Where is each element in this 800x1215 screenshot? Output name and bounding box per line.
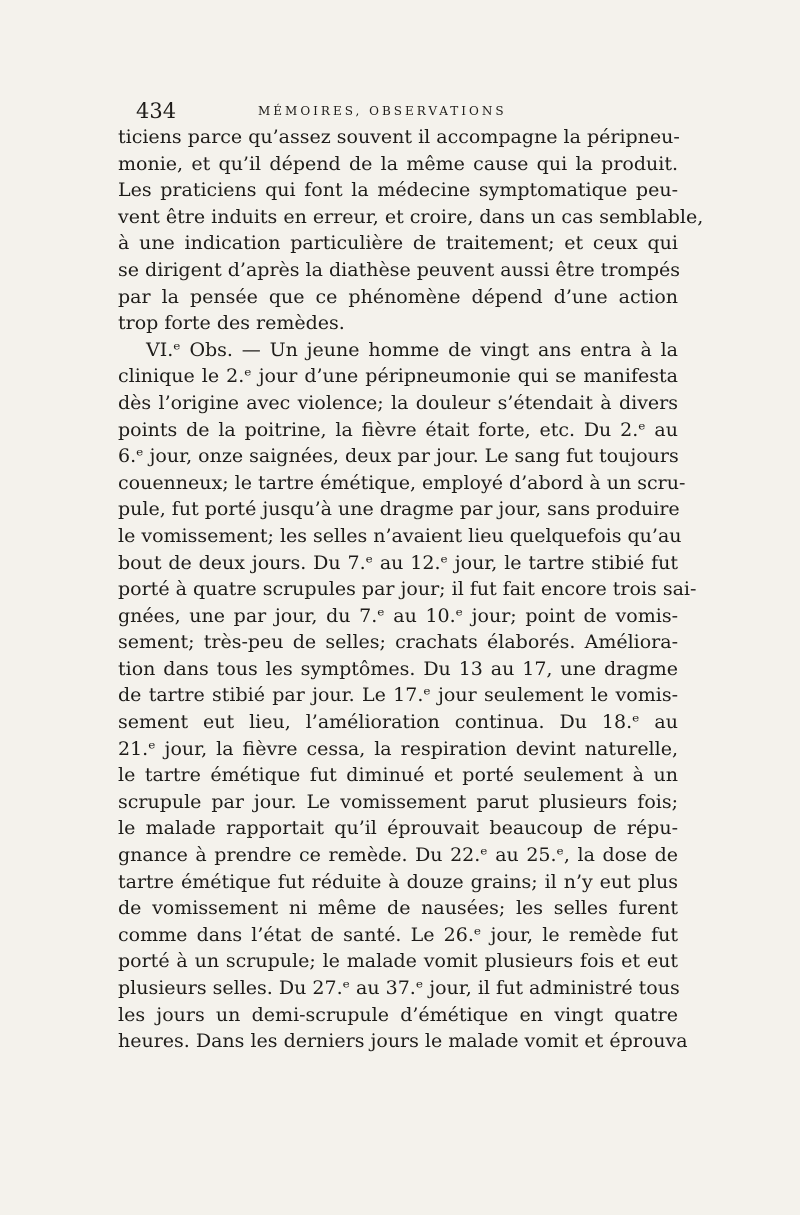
text-line: plusieurs selles. Du 27.ᵉ au 37.ᵉ jour, il fut administré tous bbox=[118, 977, 680, 999]
text-line: clinique le 2.ᵉ jour d’une péripneumonie qui se manifesta bbox=[118, 365, 678, 388]
text-line: le vomissement; les selles n’avaient lieu quelquefois qu’au bbox=[118, 524, 682, 547]
text-line: monie, et qu’il dépend de la même cause qui la produit. bbox=[118, 152, 678, 175]
text-line: tartre émétique fut réduite à douze grains; il n’y eut plus bbox=[118, 870, 678, 893]
paragraph-end-line: trop forte des remèdes. bbox=[118, 312, 345, 335]
text-line: bout de deux jours. Du 7.ᵉ au 12.ᵉ jour, le tartre stibié fut bbox=[118, 551, 678, 574]
text-line: scrupule par jour. Le vomissement parut plusieurs fois; bbox=[118, 790, 678, 813]
text-line: Les praticiens qui font la médecine symptomatique peu- bbox=[118, 179, 678, 202]
text-line: sement; très-peu de selles; crachats élaborés. Améliora- bbox=[118, 631, 678, 654]
text-line: 6.ᵉ jour, onze saignées, deux par jour. Le sang fut toujours bbox=[118, 445, 679, 468]
text-line: de vomissement ni même de nausées; les selles furent bbox=[118, 897, 678, 920]
text-line: couenneux; le tartre émétique, employé d’abord à un scru- bbox=[118, 471, 686, 494]
body-text bbox=[118, 124, 704, 1055]
page-number: 434 bbox=[136, 99, 177, 123]
text-line: les jours un demi-scrupule d’émétique en vingt quatre bbox=[118, 1003, 678, 1026]
text-line: dès l’origine avec violence; la douleur s’étendait à divers bbox=[118, 391, 678, 414]
text-line: points de la poitrine, la fièvre était forte, etc. Du 2.ᵉ au bbox=[118, 418, 678, 441]
text-line: porté à un scrupule; le malade vomit plusieurs fois et eut bbox=[118, 950, 678, 973]
text-line: comme dans l’état de santé. Le 26.ᵉ jour, le remède fut bbox=[118, 923, 678, 946]
text-line: se dirigent d’après la diathèse peuvent aussi être trompés bbox=[118, 258, 681, 281]
text-line: tion dans tous les symptômes. Du 13 au 17, une dragme bbox=[118, 657, 678, 680]
text-line: gnées, une par jour, du 7.ᵉ au 10.ᵉ jour; point de vomis- bbox=[118, 604, 678, 627]
text-line: par la pensée que ce phénomène dépend d’une action bbox=[118, 285, 678, 308]
observation-heading-line: VI.ᵉ Obs. — Un jeune homme de vingt ans entra à la bbox=[146, 338, 678, 361]
text-line: à une indication particulière de traitement; et ceux qui bbox=[118, 232, 678, 255]
running-head: MÉMOIRES, OBSERVATIONS bbox=[258, 104, 507, 118]
text-line: de tartre stibié par jour. Le 17.ᵉ jour seulement le vomis- bbox=[118, 684, 678, 707]
text-line: heures. Dans les derniers jours le malade vomit et éprouva bbox=[118, 1030, 688, 1053]
text-line: le malade rapportait qu’il éprouvait beaucoup de répu- bbox=[118, 817, 678, 840]
text-line: le tartre émétique fut diminué et porté seulement à un bbox=[118, 764, 678, 787]
text-line: vent être induits en erreur, et croire, dans un cas semblable, bbox=[118, 205, 704, 228]
text-line: ticiens parce qu’assez souvent il accompagne la péripneu- bbox=[118, 126, 680, 148]
text-line: 21.ᵉ jour, la fièvre cessa, la respiration devint naturelle, bbox=[118, 737, 678, 760]
page-header bbox=[136, 96, 676, 126]
text-line: sement eut lieu, l’amélioration continua. Du 18.ᵉ au bbox=[118, 711, 678, 734]
text-line: pule, fut porté jusqu’à une dragme par jour, sans produire bbox=[118, 498, 680, 521]
text-line: porté à quatre scrupules par jour; il fut fait encore trois sai- bbox=[118, 578, 697, 601]
text-line: gnance à prendre ce remède. Du 22.ᵉ au 25.ᵉ, la dose de bbox=[118, 844, 678, 867]
